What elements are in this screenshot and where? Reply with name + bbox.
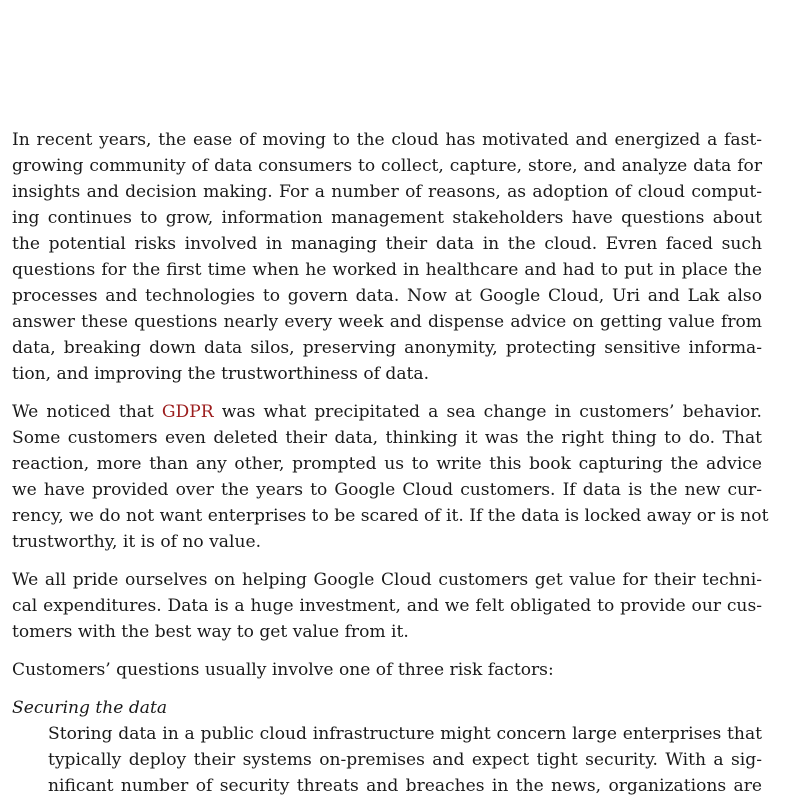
text-line: In recent years, the ease of moving to the cloud has motivated and energized a fast- [12, 130, 762, 150]
text-line-with-link [12, 399, 762, 425]
text-line: we have provided over the years to Google Cloud customers. If data is the new cur- [12, 480, 762, 500]
text-line: data, breaking down data silos, preserving anonymity, protecting sensitive informa- [12, 338, 762, 358]
text-line: questions for the first time when he worked in healthcare and had to put in place the [12, 260, 762, 280]
paragraph-intro [12, 127, 762, 387]
text-line: cal expenditures. Data is a huge investment, and we felt obligated to provide our cus- [12, 596, 762, 616]
gdpr-link[interactable]: GDPR [161, 402, 214, 422]
text-line: growing community of data consumers to collect, capture, store, and analyze data for [12, 156, 762, 176]
text-line: answer these questions nearly every week and dispense advice on getting value from [12, 312, 762, 332]
text-line: typically deploy their systems on-premises and expect tight security. With a sig- [48, 750, 762, 770]
text-line: ing continues to grow, information management stakeholders have questions about [12, 208, 762, 228]
text-line: rency, we do not want enterprises to be scared of it. If the data is locked away or is not [12, 506, 769, 526]
paragraph-value [12, 567, 762, 645]
book-page-body [12, 127, 769, 799]
paragraph-spacer [12, 683, 762, 695]
text-line: the potential risks involved in managing their data in the cloud. Evren faced such [12, 234, 762, 254]
definition-body [12, 721, 762, 799]
text-line: processes and technologies to govern data. Now at Google Cloud, Uri and Lak also [12, 286, 762, 306]
paragraph-risk-factors [12, 657, 762, 683]
paragraph-spacer [12, 645, 762, 657]
text-line: Customers’ questions usually involve one of three risk factors: [12, 660, 554, 680]
paragraph-spacer [12, 555, 762, 567]
text-line: We all pride ourselves on helping Google Cloud customers get value for their techni- [12, 570, 762, 590]
text-line: nificant number of security threats and breaches in the news, organizations are [48, 776, 762, 796]
paragraph-gdpr [12, 399, 769, 555]
text-line: reaction, more than any other, prompted us to write this book capturing the advice [12, 454, 762, 474]
definition-securing-data [12, 695, 762, 799]
text-line: tion, and improving the trustworthiness of data. [12, 364, 430, 384]
text-line: trustworthy, it is of no value. [12, 532, 262, 552]
text-line: insights and decision making. For a number of reasons, as adoption of cloud comput- [12, 182, 762, 202]
paragraph-spacer [12, 387, 762, 399]
text-line: tomers with the best way to get value from it. [12, 622, 409, 642]
text-fragment: We noticed that [12, 402, 162, 422]
text-line: Storing data in a public cloud infrastructure might concern large enterprises that [48, 724, 762, 744]
text-line: Some customers even deleted their data, thinking it was the right thing to do. That [12, 428, 762, 448]
definition-term: Securing the data [12, 698, 168, 718]
text-fragment: was what precipitated a sea change in customers’ behavior. [213, 402, 762, 422]
